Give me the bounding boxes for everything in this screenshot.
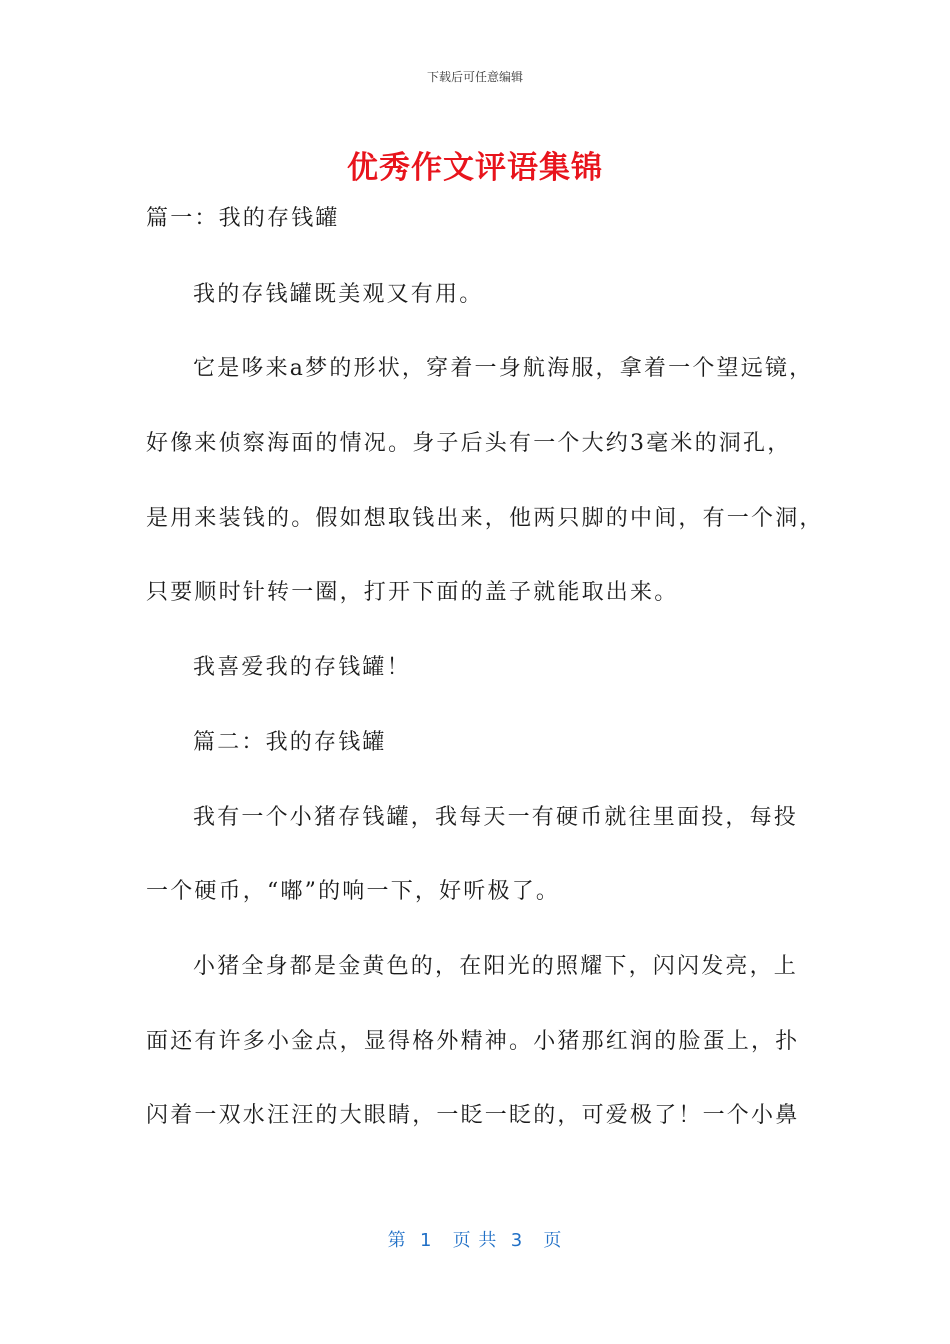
paragraph-line: 它是哆来a梦的形状，穿着一身航海服，拿着一个望远镜， [193,356,814,381]
paragraph-line: 只要顺时针转一圈，打开下面的盖子就能取出来。 [146,580,679,605]
paragraph-line: 一个硬币，“嘟”的响一下，好听极了。 [146,879,561,904]
header-note: 下载后可任意编辑 [426,70,523,84]
paragraph-line: 小猪全身都是金黄色的，在阳光的照耀下，闪闪发亮，上 [193,954,799,979]
paragraph-line: 是用来装钱的。假如想取钱出来，他两只脚的中间，有一个洞， [146,506,824,531]
paragraph-line: 我有一个小猪存钱罐，我每天一有硬币就往里面投，每投 [193,805,799,830]
page-number-footer: 第 1 页 共 3 页 [387,1230,563,1251]
section-heading-2: 篇二：我的存钱罐 [193,730,387,755]
document-title: 优秀作文评语集锦 [347,150,603,186]
paragraph-line: 我喜爱我的存钱罐！ [193,655,411,680]
paragraph-line: 面还有许多小金点，显得格外精神。小猪那红润的脸蛋上，扑 [146,1029,800,1054]
section-heading-1: 篇一：我的存钱罐 [146,206,340,231]
paragraph-line: 好像来侦察海面的情况。身子后头有一个大约3毫米的洞孔， [146,431,792,456]
paragraph-line: 闪着一双水汪汪的大眼睛，一眨一眨的，可爱极了！一个小鼻 [146,1103,800,1128]
paragraph-line: 我的存钱罐既美观又有用。 [193,282,484,307]
